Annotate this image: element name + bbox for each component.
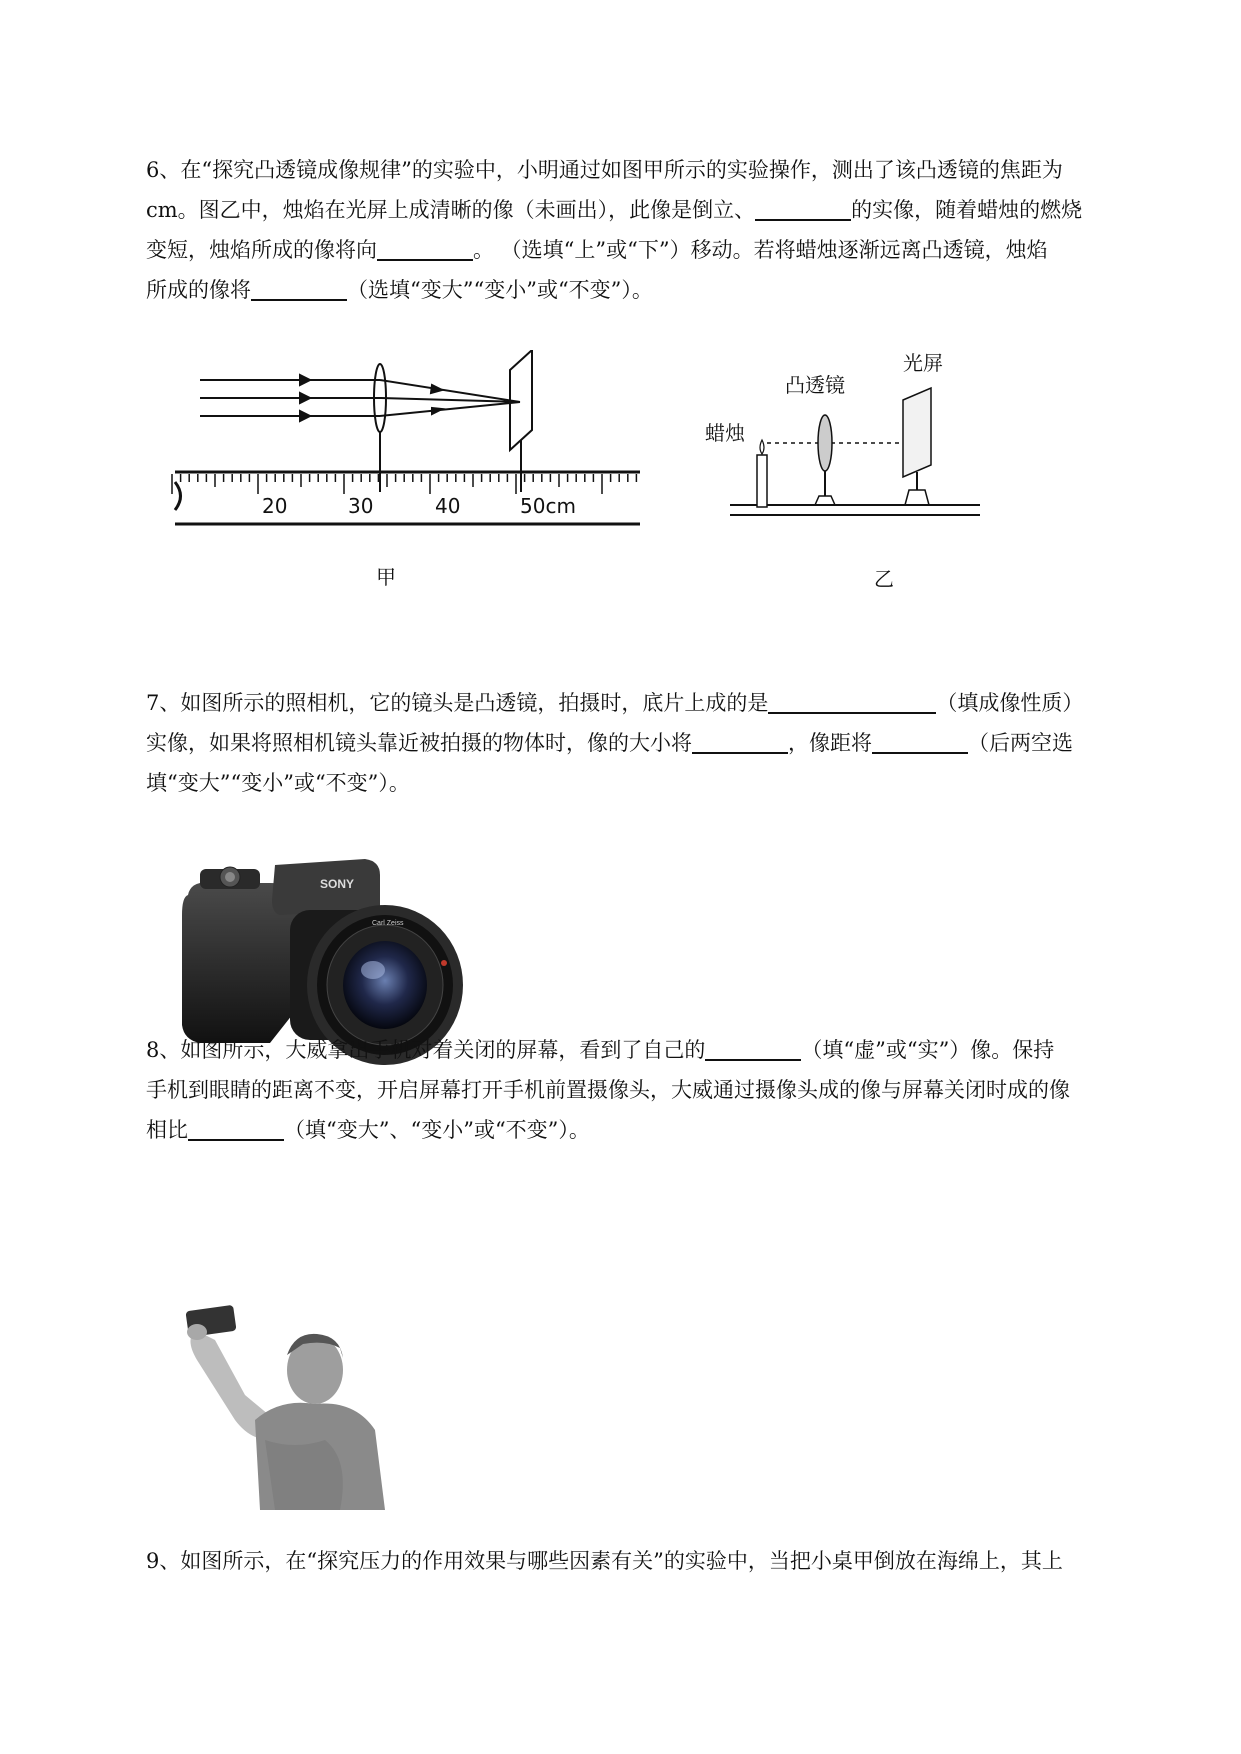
question-6 <box>146 150 1158 310</box>
q7-line-3: 填“变大”“变小”或“不变”）。 <box>146 771 410 795</box>
ruler-label-40: 40 <box>435 494 461 518</box>
q7-line-1: 7、如图所示的照相机，它的镜头是凸透镜，拍摄时，底片上成的是 （填成像性质） <box>146 691 1084 715</box>
question-7 <box>146 683 1158 803</box>
q8-blank-2[interactable] <box>188 1117 284 1141</box>
q6-line-4: 所成的像将 （选填“变大”“变小”或“不变”）。 <box>146 278 653 302</box>
q8-line-1: 8、如图所示，大威拿出手机对着关闭的屏幕，看到了自己的 （填“虚”或“实”）像。保持 <box>146 1038 1055 1062</box>
label-screen: 光屏 <box>903 351 943 375</box>
q6-blank-3[interactable] <box>377 237 473 261</box>
figure-yi-setup <box>695 340 995 540</box>
ruler-label-30: 30 <box>348 494 374 518</box>
lens-icon <box>818 415 832 471</box>
selfie-photo <box>175 1300 405 1510</box>
label-candle: 蜡烛 <box>705 421 745 445</box>
screen-icon <box>903 388 931 477</box>
ruler-label-20: 20 <box>262 494 288 518</box>
q7-blank-2[interactable] <box>692 730 788 754</box>
q6-blank-2[interactable] <box>755 197 851 221</box>
ruler <box>172 472 640 524</box>
figure-jia-caption: 甲 <box>376 565 396 589</box>
lens-brand-label: Carl Zeiss <box>372 920 404 927</box>
q7-line-2: 实像，如果将照相机镜头靠近被拍摄的物体时，像的大小将 ，像距将 （后两空选 <box>146 731 1073 755</box>
question-8 <box>146 1030 1158 1150</box>
question-9 <box>146 1541 1158 1581</box>
camera-brand-label: SONY <box>320 877 355 891</box>
q6-line-3: 变短，烛焰所成的像将向 。 （选填“上”或“下”）移动。若将蜡烛逐渐远离凸透镜，烛焰 <box>146 238 1048 262</box>
figure-yi-caption: 乙 <box>874 567 894 591</box>
q8-line-2: 手机到眼睛的距离不变，开启屏幕打开手机前置摄像头，大威通过摄像头成的像与屏幕关闭时成的像 <box>146 1078 1070 1102</box>
candle-icon <box>757 455 767 507</box>
q6-line-2: cm。图乙中，烛焰在光屏上成清晰的像（未画出），此像是倒立、 的实像，随着蜡烛的燃烧 <box>146 198 1083 222</box>
q7-blank-1[interactable] <box>768 690 936 714</box>
q7-blank-3[interactable] <box>872 730 968 754</box>
q8-blank-1[interactable] <box>705 1037 801 1061</box>
label-lens: 凸透镜 <box>785 373 845 397</box>
q9-line-1: 9、如图所示，在“探究压力的作用效果与哪些因素有关”的实验中，当把小桌甲倒放在海绵上，其上 <box>146 1549 1063 1573</box>
q6-line-1: 6、在“探究凸透镜成像规律”的实验中，小明通过如图甲所示的实验操作，测出了该凸透镜的焦距为 <box>146 158 1063 182</box>
q8-line-3: 相比 （填“变大”、“变小”或“不变”）。 <box>146 1118 590 1142</box>
ruler-label-50: 50cm <box>520 494 576 518</box>
lens-glass-icon <box>343 941 427 1029</box>
q6-blank-4[interactable] <box>251 277 347 301</box>
figure-jia-focal-length <box>170 350 650 535</box>
parallel-light-rays <box>200 375 520 421</box>
